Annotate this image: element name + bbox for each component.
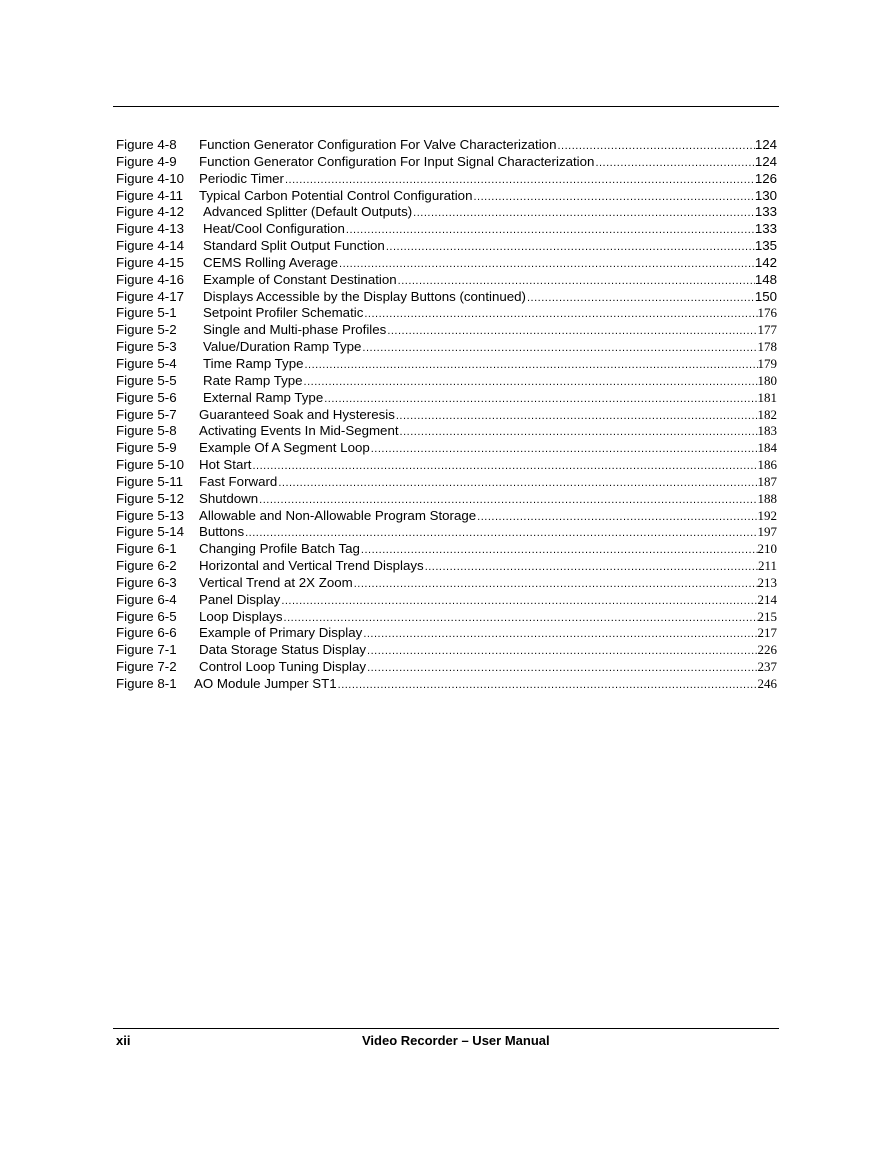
- page-number: 133: [754, 221, 777, 237]
- figure-title: Single and Multi-phase Profiles: [203, 322, 387, 338]
- dot-leader: [304, 357, 758, 374]
- figure-title: Activating Events In Mid-Segment: [199, 423, 399, 439]
- dot-leader: [284, 172, 755, 189]
- figure-number: Figure 4-14: [116, 238, 184, 254]
- page-number: 182: [757, 406, 777, 422]
- figure-title: Heat/Cool Configuration: [203, 221, 345, 237]
- figure-title: CEMS Rolling Average: [203, 254, 339, 270]
- page-number: 177: [757, 322, 777, 338]
- toc-entry[interactable]: [116, 474, 777, 491]
- page-number: 124: [754, 153, 777, 169]
- page-number: 126: [754, 170, 777, 186]
- figure-title: Changing Profile Batch Tag: [199, 541, 360, 557]
- dot-leader: [277, 475, 757, 492]
- toc-entry[interactable]: [116, 541, 777, 558]
- figure-number: Figure 4-17: [116, 288, 184, 304]
- page-number: 210: [757, 541, 777, 557]
- dot-leader: [323, 391, 757, 408]
- toc-entry[interactable]: [116, 390, 777, 407]
- figure-title: Data Storage Status Display: [199, 642, 367, 658]
- page-number: 135: [754, 238, 777, 254]
- figure-number: Figure 4-11: [116, 187, 184, 203]
- figure-title: Allowable and Non-Allowable Program Storage: [199, 507, 477, 523]
- dot-leader: [251, 458, 757, 475]
- dot-leader: [338, 256, 755, 273]
- figure-title: External Ramp Type: [203, 389, 324, 405]
- dot-leader: [258, 492, 757, 509]
- page-number: 188: [757, 490, 777, 506]
- figure-number: Figure 4-13: [116, 221, 184, 237]
- toc-entry[interactable]: [116, 407, 777, 424]
- page-number: 214: [757, 591, 777, 607]
- toc-entry[interactable]: [116, 137, 777, 154]
- page-number: 180: [757, 372, 777, 388]
- figure-number: Figure 5-5: [116, 372, 177, 388]
- dot-leader: [303, 374, 758, 391]
- figure-title: Function Generator Configuration For Valve Characterization: [199, 137, 557, 152]
- figure-number: Figure 5-13: [116, 507, 184, 523]
- figure-title: Advanced Splitter (Default Outputs): [203, 204, 413, 220]
- page-number: 187: [757, 473, 777, 489]
- figure-title: AO Module Jumper ST1: [194, 676, 337, 691]
- figure-number: Figure 5-12: [116, 490, 184, 506]
- dot-leader: [472, 189, 754, 206]
- page-number: 183: [757, 423, 777, 439]
- figure-title: Rate Ramp Type: [203, 372, 303, 388]
- figure-number: Figure 6-2: [116, 558, 177, 574]
- figure-number: Figure 5-7: [116, 406, 177, 422]
- figure-title: Example of Constant Destination: [203, 271, 397, 287]
- figure-title: Displays Accessible by the Display Buttons (continued): [203, 288, 526, 304]
- figure-number: Figure 5-14: [116, 524, 184, 540]
- toc-entry[interactable]: [116, 491, 777, 508]
- toc-entry[interactable]: [116, 305, 777, 322]
- footer-rule: [113, 1028, 779, 1029]
- figure-number: Figure 6-6: [116, 625, 177, 641]
- figure-title: Time Ramp Type: [203, 355, 304, 371]
- figure-number: Figure 5-6: [116, 389, 177, 405]
- list-of-figures: [116, 137, 777, 693]
- figure-number: Figure 4-15: [116, 254, 184, 270]
- toc-entry[interactable]: [116, 322, 777, 339]
- dot-leader: [594, 155, 754, 172]
- dot-leader: [283, 610, 758, 627]
- toc-entry[interactable]: [116, 676, 777, 693]
- figure-number: Figure 7-2: [116, 659, 177, 675]
- toc-entry[interactable]: [116, 508, 777, 525]
- dot-leader: [353, 576, 758, 593]
- figure-number: Figure 5-8: [116, 423, 177, 439]
- dot-leader: [361, 340, 757, 357]
- figure-title: Example of Primary Display: [199, 625, 363, 641]
- figure-number: Figure 5-11: [116, 473, 184, 489]
- dot-leader: [345, 222, 755, 239]
- page-number: 142: [754, 254, 777, 270]
- toc-entry[interactable]: [116, 625, 777, 642]
- toc-entry[interactable]: [116, 356, 777, 373]
- toc-entry[interactable]: [116, 238, 777, 255]
- figure-title: Panel Display: [199, 591, 281, 607]
- page-number: 176: [757, 305, 777, 321]
- page-number: 215: [757, 608, 777, 624]
- dot-leader: [363, 306, 757, 323]
- toc-entry[interactable]: [116, 154, 777, 171]
- toc-entry[interactable]: [116, 373, 777, 390]
- figure-title: Vertical Trend at 2X Zoom: [199, 574, 353, 590]
- figure-title: Fast Forward: [199, 473, 278, 489]
- figure-number: Figure 4-8: [116, 137, 177, 152]
- dot-leader: [556, 138, 754, 155]
- figure-title: Periodic Timer: [199, 170, 284, 186]
- toc-entry[interactable]: [116, 272, 777, 289]
- dot-leader: [397, 273, 755, 290]
- figure-title: Standard Split Output Function: [203, 238, 385, 254]
- figure-number: Figure 6-4: [116, 591, 177, 607]
- figure-title: Setpoint Profiler Schematic: [203, 305, 364, 321]
- dot-leader: [366, 660, 757, 677]
- figure-title: Loop Displays: [199, 608, 283, 624]
- page-number: 130: [754, 187, 777, 203]
- figure-title: Typical Carbon Potential Control Configuration: [199, 187, 473, 203]
- page-number: 197: [757, 524, 777, 540]
- page-number: 237: [757, 659, 777, 675]
- dot-leader: [362, 626, 757, 643]
- figure-title: Guaranteed Soak and Hysteresis: [199, 406, 395, 422]
- toc-entry[interactable]: [116, 221, 777, 238]
- dot-leader: [476, 509, 757, 526]
- figure-title: Function Generator Configuration For Input Signal Characterization: [199, 153, 595, 169]
- toc-entry[interactable]: [116, 609, 777, 626]
- toc-entry[interactable]: [116, 289, 777, 306]
- figure-number: Figure 4-16: [116, 271, 184, 287]
- toc-entry[interactable]: [116, 457, 777, 474]
- toc-entry[interactable]: [116, 255, 777, 272]
- toc-entry[interactable]: [116, 204, 777, 221]
- page-number: 150: [754, 288, 777, 304]
- toc-entry[interactable]: [116, 171, 777, 188]
- figure-number: Figure 6-1: [116, 541, 177, 557]
- figure-title: Example Of A Segment Loop: [199, 440, 370, 456]
- figure-title: Shutdown: [199, 490, 259, 506]
- figure-title: Hot Start: [199, 457, 252, 473]
- page-number: 148: [754, 271, 777, 287]
- figure-number: Figure 5-2: [116, 322, 177, 338]
- page-number: 178: [757, 339, 777, 355]
- page-number: 213: [757, 574, 777, 590]
- figure-number: Figure 4-10: [116, 170, 184, 186]
- figure-title: Value/Duration Ramp Type: [203, 339, 362, 355]
- dot-leader: [337, 677, 758, 694]
- dot-leader: [366, 643, 757, 660]
- figure-number: Figure 4-12: [116, 204, 184, 220]
- dot-leader: [424, 559, 758, 576]
- footer-page-number: xii: [116, 1033, 131, 1048]
- toc-entry[interactable]: [116, 423, 777, 440]
- dot-leader: [526, 290, 755, 307]
- header-rule: [113, 106, 779, 107]
- page-number: 246: [757, 676, 777, 691]
- figure-number: Figure 8-1: [116, 676, 177, 691]
- dot-leader: [386, 323, 757, 340]
- footer-document-title: Video Recorder – User Manual: [362, 1033, 550, 1048]
- page-number: 184: [757, 440, 777, 456]
- figure-number: Figure 5-10: [116, 457, 184, 473]
- toc-entry[interactable]: [116, 642, 777, 659]
- figure-number: Figure 6-3: [116, 574, 177, 590]
- dot-leader: [399, 424, 758, 441]
- toc-entry[interactable]: [116, 558, 777, 575]
- figure-number: Figure 5-4: [116, 355, 177, 371]
- toc-entry[interactable]: [116, 659, 777, 676]
- dot-leader: [280, 593, 757, 610]
- figure-number: Figure 7-1: [116, 642, 177, 658]
- toc-entry[interactable]: [116, 188, 777, 205]
- page-number: 226: [757, 642, 777, 658]
- figure-title: Buttons: [199, 524, 245, 540]
- page-number: 181: [757, 389, 777, 405]
- page-number: 192: [757, 507, 777, 523]
- toc-entry[interactable]: [116, 592, 777, 609]
- figure-title: Control Loop Tuning Display: [199, 659, 367, 675]
- figure-number: Figure 5-9: [116, 440, 177, 456]
- dot-leader: [370, 441, 758, 458]
- figure-number: Figure 5-1: [116, 305, 177, 321]
- page-number: 186: [757, 457, 777, 473]
- page-number: 124: [754, 137, 777, 152]
- dot-leader: [395, 408, 758, 425]
- toc-entry[interactable]: [116, 575, 777, 592]
- toc-entry[interactable]: [116, 339, 777, 356]
- page-number: 217: [757, 625, 777, 641]
- dot-leader: [360, 542, 758, 559]
- dot-leader: [244, 525, 757, 542]
- toc-entry[interactable]: [116, 524, 777, 541]
- page-number: 211: [757, 558, 777, 574]
- dot-leader: [412, 205, 755, 222]
- figure-number: Figure 6-5: [116, 608, 177, 624]
- toc-entry[interactable]: [116, 440, 777, 457]
- figure-number: Figure 4-9: [116, 153, 177, 169]
- page-number: 133: [754, 204, 777, 220]
- dot-leader: [385, 239, 755, 256]
- figure-title: Horizontal and Vertical Trend Displays: [199, 558, 424, 574]
- figure-number: Figure 5-3: [116, 339, 177, 355]
- page-number: 179: [757, 355, 777, 371]
